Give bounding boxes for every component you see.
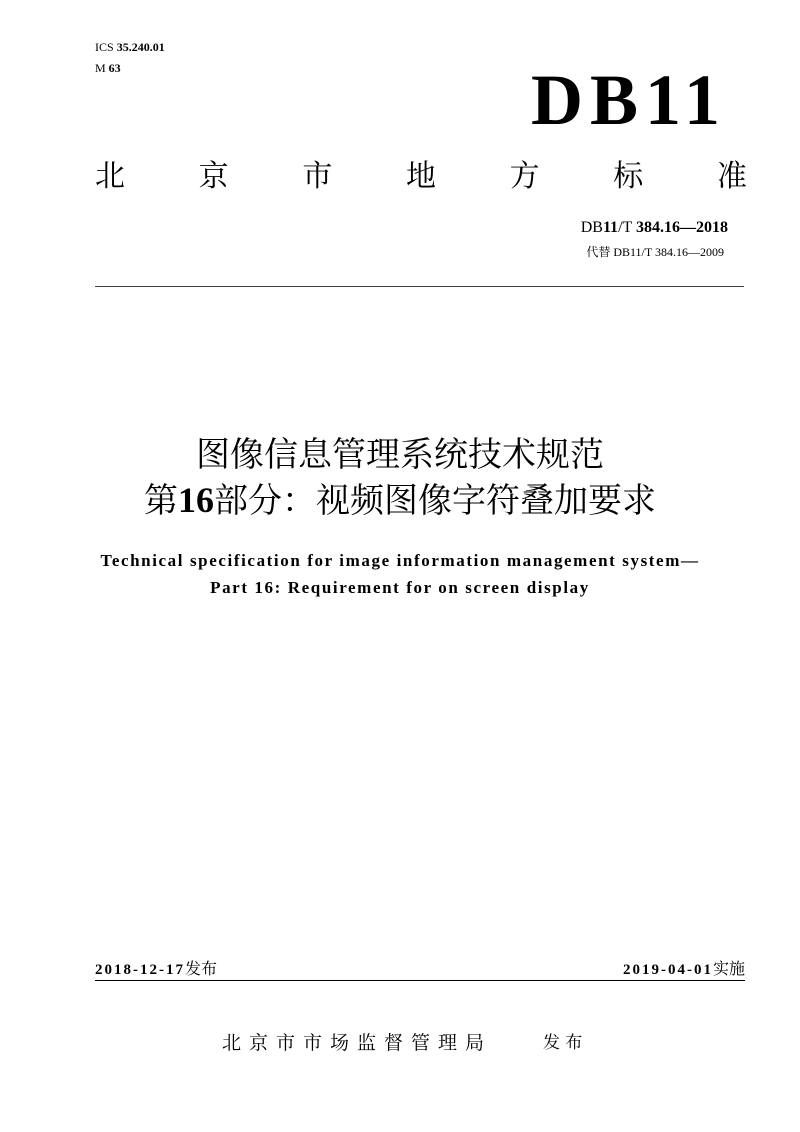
category-char: 地 [405, 159, 436, 194]
issue-label: 发布 [185, 959, 218, 978]
implement-label: 实施 [712, 959, 745, 978]
ccs-code: 63 [108, 61, 121, 75]
dates-row [95, 959, 745, 981]
standard-category [95, 159, 747, 194]
standard-designation [581, 218, 728, 238]
category-char: 方 [509, 159, 540, 194]
title-line-1: 图像信息管理系统技术规范 [196, 435, 604, 475]
issue-date: 2018-12-17 [95, 962, 185, 978]
issue-date-block [95, 959, 217, 980]
english-title-line-1: Technical specification for image information management system— [100, 551, 700, 570]
ccs-label: M [95, 61, 106, 75]
header-divider [95, 286, 744, 287]
title-part-rest: 部分：视频图像字符叠加要求 [214, 481, 656, 521]
title-line-2 [0, 480, 800, 521]
english-title [0, 547, 800, 601]
designation-type: /T [618, 219, 632, 236]
category-char: 市 [302, 159, 333, 194]
title-part-prefix: 第 [144, 481, 178, 521]
category-char: 准 [716, 159, 747, 194]
ics-label: ICS [95, 40, 114, 54]
english-title-line-2: Part 16: Requirement for on screen display [210, 578, 590, 597]
title-part-number: 16 [178, 480, 214, 520]
issuer-label: 发 布 [543, 1033, 583, 1053]
replaces-note: 代替 DB11/T 384.16—2009 [586, 245, 724, 259]
implement-date-block [623, 959, 745, 980]
standard-mark: DB11 [530, 60, 727, 140]
issuer-name: 北京市市场监督管理局 [222, 1032, 493, 1054]
designation-number: 11 [602, 219, 619, 236]
category-char: 标 [613, 159, 644, 194]
ics-classification [95, 40, 165, 54]
implement-date: 2019-04-01 [622, 962, 713, 978]
category-char: 北 [95, 159, 125, 194]
ics-code: 35.240.01 [116, 40, 165, 54]
designation-prefix: DB [580, 219, 603, 236]
designation-code: 384.16—2018 [636, 219, 728, 236]
ccs-classification [95, 61, 121, 75]
category-char: 京 [198, 159, 229, 194]
